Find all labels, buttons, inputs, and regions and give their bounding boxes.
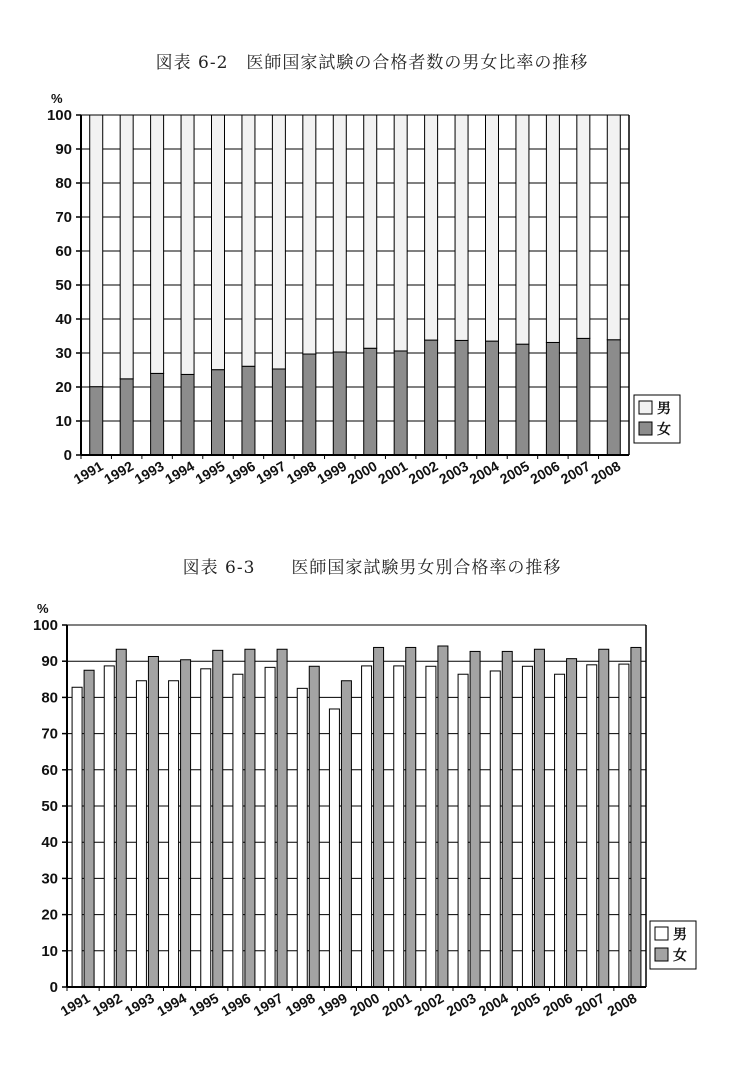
x-tick-label-2008: 2008 bbox=[604, 989, 640, 1020]
y-tick-label: 90 bbox=[55, 141, 72, 158]
y-axis-unit: % bbox=[51, 91, 63, 106]
bar-male-1996 bbox=[233, 674, 243, 987]
bar-female-1991 bbox=[90, 387, 103, 455]
bar-female-2002 bbox=[425, 340, 438, 455]
x-tick-label-1997: 1997 bbox=[250, 989, 286, 1020]
bar-female-2002 bbox=[438, 646, 448, 987]
bar-male-1991 bbox=[72, 687, 82, 987]
y-tick-label: 40 bbox=[41, 834, 58, 852]
x-tick-label-2000: 2000 bbox=[344, 457, 380, 488]
x-tick-label-2002: 2002 bbox=[411, 989, 447, 1020]
bar-male-2004 bbox=[486, 115, 499, 341]
bar-female-2005 bbox=[516, 344, 529, 455]
x-tick-label-1991: 1991 bbox=[70, 457, 106, 488]
y-tick-label: 60 bbox=[55, 243, 72, 260]
bar-female-1992 bbox=[116, 649, 126, 987]
bar-male-2006 bbox=[555, 674, 565, 987]
x-tick-label-1998: 1998 bbox=[283, 457, 319, 488]
x-tick-label-2007: 2007 bbox=[572, 989, 608, 1020]
chart2-plot bbox=[0, 590, 744, 1040]
bar-female-2008 bbox=[631, 647, 641, 987]
y-tick-label: 30 bbox=[55, 345, 72, 362]
y-tick-label: 20 bbox=[41, 906, 58, 924]
x-tick-label-1999: 1999 bbox=[314, 457, 350, 488]
bar-female-2008 bbox=[607, 340, 620, 455]
x-tick-label-2004: 2004 bbox=[475, 989, 511, 1020]
x-tick-label-1996: 1996 bbox=[222, 457, 258, 488]
bar-female-2001 bbox=[394, 351, 407, 455]
legend-swatch-1 bbox=[655, 948, 668, 961]
x-tick-label-2004: 2004 bbox=[466, 457, 502, 488]
bar-male-1997 bbox=[272, 115, 285, 369]
legend-label-0: 男 bbox=[657, 401, 671, 417]
bar-male-2002 bbox=[426, 666, 436, 987]
bar-female-1993 bbox=[148, 656, 158, 987]
bar-female-1998 bbox=[309, 666, 319, 987]
y-tick-label: 50 bbox=[41, 798, 58, 815]
bar-female-1997 bbox=[277, 649, 287, 987]
x-tick-label-1998: 1998 bbox=[282, 989, 318, 1020]
bar-male-2003 bbox=[455, 115, 468, 340]
bar-male-2005 bbox=[516, 115, 529, 344]
bar-female-2004 bbox=[486, 341, 499, 455]
y-tick-label: 50 bbox=[55, 277, 72, 294]
legend-label-1: 女 bbox=[673, 948, 687, 964]
y-tick-label: 80 bbox=[55, 175, 72, 192]
bar-male-1998 bbox=[303, 115, 316, 354]
bar-female-2003 bbox=[470, 651, 480, 987]
y-axis-unit: % bbox=[37, 601, 49, 616]
y-tick-label: 0 bbox=[49, 979, 58, 996]
x-tick-label-1997: 1997 bbox=[253, 457, 289, 488]
bar-male-2002 bbox=[425, 115, 438, 340]
bar-male-1998 bbox=[297, 688, 307, 987]
bar-female-1992 bbox=[120, 379, 133, 455]
y-tick-label: 70 bbox=[55, 209, 72, 226]
bar-male-1992 bbox=[104, 666, 114, 987]
bar-female-2005 bbox=[534, 649, 544, 987]
chart1-title: 図表 6-2 医師国家試験の合格者数の男女比率の推移 bbox=[155, 53, 589, 73]
x-tick-label-2001: 2001 bbox=[379, 989, 415, 1020]
y-tick-label: 0 bbox=[63, 447, 72, 464]
y-tick-label: 30 bbox=[41, 870, 58, 888]
bar-male-1993 bbox=[151, 115, 164, 373]
bar-female-2007 bbox=[599, 649, 609, 987]
legend-swatch-0 bbox=[639, 401, 652, 414]
y-tick-label: 100 bbox=[32, 617, 58, 634]
bar-male-1994 bbox=[181, 115, 194, 374]
legend bbox=[634, 395, 680, 443]
chart1-plot bbox=[0, 80, 744, 500]
x-tick-label-1991: 1991 bbox=[57, 989, 93, 1020]
bar-female-2007 bbox=[577, 338, 590, 455]
legend-label-1: 女 bbox=[657, 422, 671, 438]
x-tick-label-1995: 1995 bbox=[186, 989, 222, 1020]
x-tick-label-1999: 1999 bbox=[314, 989, 350, 1020]
bar-female-1995 bbox=[213, 650, 223, 987]
x-tick-label-2003: 2003 bbox=[443, 989, 479, 1020]
bar-male-1995 bbox=[201, 669, 211, 987]
bar-male-1995 bbox=[212, 115, 225, 370]
bar-male-2001 bbox=[394, 666, 404, 987]
bar-male-2007 bbox=[577, 115, 590, 338]
x-tick-label-2006: 2006 bbox=[540, 989, 576, 1020]
bar-female-1996 bbox=[242, 366, 255, 455]
y-tick-label: 10 bbox=[41, 942, 58, 960]
x-tick-label-1995: 1995 bbox=[192, 457, 228, 488]
legend bbox=[650, 921, 696, 969]
bar-female-1999 bbox=[333, 352, 346, 455]
bar-male-2003 bbox=[458, 674, 468, 987]
x-tick-label-1992: 1992 bbox=[89, 989, 125, 1020]
bar-male-1994 bbox=[169, 681, 179, 987]
x-tick-label-2008: 2008 bbox=[588, 457, 624, 488]
bar-male-2000 bbox=[364, 115, 377, 348]
bar-male-1991 bbox=[90, 115, 103, 387]
legend-label-0: 男 bbox=[673, 927, 687, 943]
y-tick-label: 10 bbox=[55, 413, 72, 430]
x-tick-label-1994: 1994 bbox=[162, 457, 198, 488]
x-tick-label-1996: 1996 bbox=[218, 989, 254, 1020]
bar-male-2001 bbox=[394, 115, 407, 351]
bar-female-2000 bbox=[374, 647, 384, 987]
x-tick-label-1993: 1993 bbox=[131, 457, 167, 488]
bar-female-1995 bbox=[212, 370, 225, 455]
x-tick-label-2005: 2005 bbox=[496, 457, 532, 488]
y-tick-label: 80 bbox=[41, 689, 58, 707]
x-tick-label-1992: 1992 bbox=[101, 457, 137, 488]
y-tick-label: 40 bbox=[55, 311, 72, 328]
y-tick-label: 20 bbox=[55, 379, 72, 396]
bar-female-1998 bbox=[303, 354, 316, 455]
bar-male-2008 bbox=[619, 664, 629, 987]
bar-male-2004 bbox=[490, 671, 500, 987]
bar-male-1999 bbox=[333, 115, 346, 352]
x-tick-label-2002: 2002 bbox=[405, 457, 441, 488]
x-tick-label-2003: 2003 bbox=[436, 457, 472, 488]
x-tick-label-2005: 2005 bbox=[507, 989, 543, 1020]
y-tick-label: 70 bbox=[41, 725, 58, 743]
legend-swatch-0 bbox=[655, 927, 668, 940]
bar-female-1999 bbox=[341, 681, 351, 987]
x-tick-label-1994: 1994 bbox=[154, 989, 190, 1020]
y-tick-label: 60 bbox=[41, 761, 58, 779]
bar-female-1994 bbox=[181, 374, 194, 455]
bar-female-2006 bbox=[546, 342, 559, 455]
bar-male-1993 bbox=[136, 681, 146, 987]
x-tick-label-2006: 2006 bbox=[527, 457, 563, 488]
bar-female-1993 bbox=[151, 373, 164, 455]
bar-female-2004 bbox=[502, 651, 512, 987]
bar-male-2005 bbox=[522, 666, 532, 987]
x-tick-label-2007: 2007 bbox=[557, 457, 593, 488]
bar-female-2001 bbox=[406, 647, 416, 987]
y-tick-label: 90 bbox=[41, 653, 58, 671]
x-tick-label-2001: 2001 bbox=[375, 457, 411, 488]
bar-female-1991 bbox=[84, 670, 94, 987]
legend-swatch-1 bbox=[639, 422, 652, 435]
bar-female-2000 bbox=[364, 348, 377, 455]
x-tick-label-2000: 2000 bbox=[347, 989, 383, 1020]
bar-male-2006 bbox=[546, 115, 559, 342]
bar-female-1996 bbox=[245, 649, 255, 987]
bar-male-1997 bbox=[265, 667, 275, 987]
x-tick-label-1993: 1993 bbox=[121, 989, 157, 1020]
y-tick-label: 100 bbox=[46, 107, 72, 124]
bar-female-2006 bbox=[567, 659, 577, 987]
bar-female-1994 bbox=[181, 660, 191, 987]
bar-female-2003 bbox=[455, 340, 468, 455]
bar-female-1997 bbox=[272, 369, 285, 455]
bar-male-1996 bbox=[242, 115, 255, 366]
chart2-title: 図表 6-3 医師国家試験男女別合格率の推移 bbox=[182, 558, 562, 578]
bar-male-2008 bbox=[607, 115, 620, 340]
bar-male-2007 bbox=[587, 665, 597, 987]
bar-male-1992 bbox=[120, 115, 133, 379]
bar-male-2000 bbox=[362, 666, 372, 987]
bar-male-1999 bbox=[329, 709, 339, 987]
